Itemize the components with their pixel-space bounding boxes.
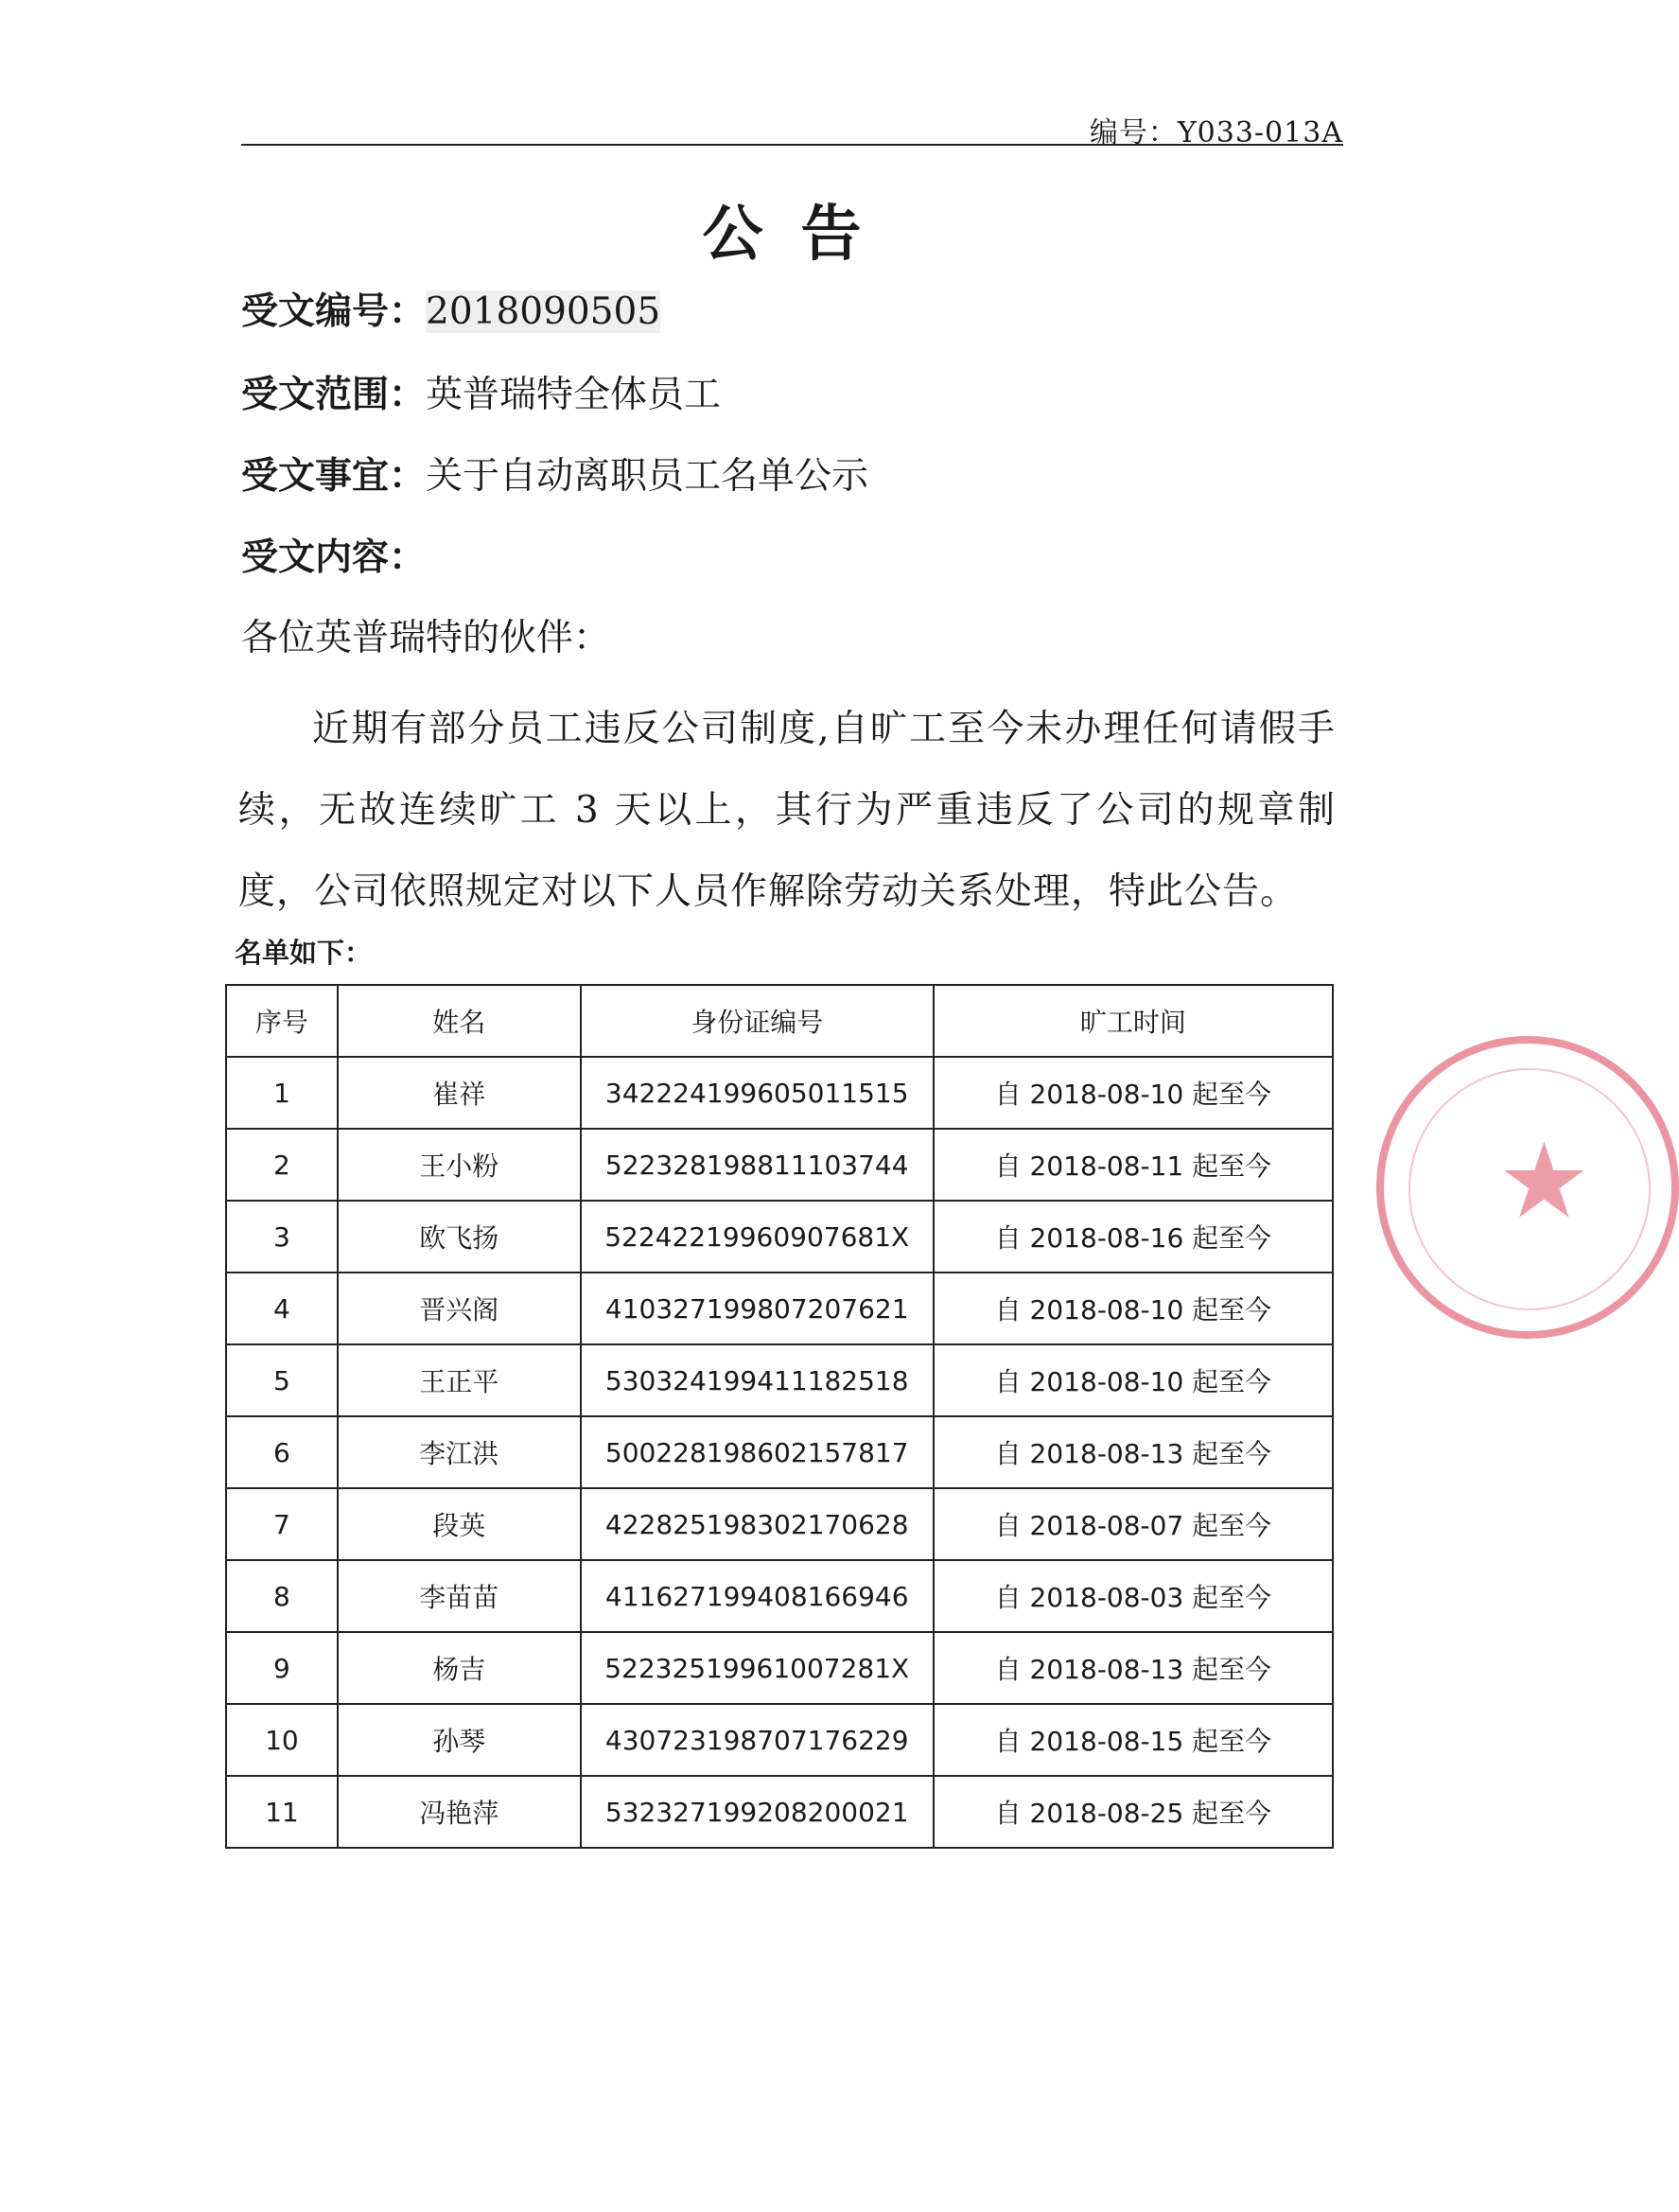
table-row <box>226 1488 1333 1560</box>
cell-index: 10 <box>226 1704 338 1776</box>
cell-index: 9 <box>226 1632 338 1704</box>
cell-name: 王小粉 <box>338 1129 581 1201</box>
list-heading: 名单如下： <box>235 937 373 969</box>
cell-id-number: 500228198602157817 <box>581 1416 934 1488</box>
cell-index: 8 <box>226 1560 338 1632</box>
field-subject <box>241 447 868 500</box>
header-index: 序号 <box>226 985 338 1057</box>
table-row <box>226 1129 1333 1201</box>
cell-name: 欧飞扬 <box>338 1201 581 1273</box>
field-content-label: 受文内容： <box>241 535 427 579</box>
field-subject-value: 关于自动离职员工名单公示 <box>426 455 869 498</box>
cell-id-number: 411627199408166946 <box>581 1560 934 1632</box>
cell-id-number: 522328198811103744 <box>581 1129 934 1201</box>
cell-index: 6 <box>226 1416 338 1488</box>
table-row <box>226 1632 1333 1704</box>
field-scope <box>241 365 721 418</box>
cell-absence-time: 自 2018-08-10 起至今 <box>934 1057 1333 1129</box>
star-icon: ★ <box>1497 1120 1591 1241</box>
cell-index: 4 <box>226 1273 338 1344</box>
cell-name: 李江洪 <box>338 1416 581 1488</box>
table-row <box>226 1704 1333 1776</box>
page-title: 公告 <box>702 199 900 270</box>
table-row <box>226 1416 1333 1488</box>
cell-index: 1 <box>226 1057 338 1129</box>
cell-id-number: 410327199807207621 <box>581 1273 934 1344</box>
table-row <box>226 1057 1333 1129</box>
document-number: 编号：Y033-013A <box>1089 116 1343 149</box>
cell-absence-time: 自 2018-08-10 起至今 <box>934 1344 1333 1416</box>
table-row <box>226 1560 1333 1632</box>
cell-id-number: 52232519961007281X <box>581 1632 934 1704</box>
cell-name: 孙琴 <box>338 1704 581 1776</box>
cell-absence-time: 自 2018-08-25 起至今 <box>934 1776 1333 1848</box>
cell-name: 王正平 <box>338 1344 581 1416</box>
cell-absence-time: 自 2018-08-10 起至今 <box>934 1273 1333 1344</box>
cell-index: 5 <box>226 1344 338 1416</box>
dismissal-table <box>225 984 1334 1849</box>
field-doc-id <box>241 282 660 335</box>
field-doc-id-label: 受文编号： <box>241 290 427 333</box>
cell-absence-time: 自 2018-08-13 起至今 <box>934 1632 1333 1704</box>
table-header-row <box>226 985 1333 1057</box>
cell-name: 段英 <box>338 1488 581 1560</box>
company-seal-stamp <box>1376 1036 1679 1339</box>
greeting: 各位英普瑞特的伙伴： <box>241 617 611 659</box>
header-rule <box>241 144 1343 146</box>
field-doc-id-value: 2018090505 <box>426 290 661 333</box>
cell-id-number: 530324199411182518 <box>581 1344 934 1416</box>
table-row <box>226 1273 1333 1344</box>
cell-name: 杨吉 <box>338 1632 581 1704</box>
table-row <box>226 1344 1333 1416</box>
cell-id-number: 422825198302170628 <box>581 1488 934 1560</box>
cell-absence-time: 自 2018-08-15 起至今 <box>934 1704 1333 1776</box>
cell-absence-time: 自 2018-08-13 起至今 <box>934 1416 1333 1488</box>
field-content <box>241 528 426 581</box>
cell-index: 7 <box>226 1488 338 1560</box>
cell-name: 晋兴阁 <box>338 1273 581 1344</box>
header-absence-time: 旷工时间 <box>934 985 1333 1057</box>
cell-absence-time: 自 2018-08-03 起至今 <box>934 1560 1333 1632</box>
field-subject-label: 受文事宜： <box>241 454 427 498</box>
table-row <box>226 1776 1333 1848</box>
cell-name: 冯艳萍 <box>338 1776 581 1848</box>
header-name: 姓名 <box>338 985 581 1057</box>
cell-index: 2 <box>226 1129 338 1201</box>
table-body <box>226 1057 1333 1848</box>
cell-name: 李苗苗 <box>338 1560 581 1632</box>
cell-name: 崔祥 <box>338 1057 581 1129</box>
announcement-body: 近期有部分员工违反公司制度,自旷工至今未办理任何请假手续，无故连续旷工 3 天以上，其行为严重违反了公司的规章制度，公司依照规定对以下人员作解除劳动关系处理，特此公告。 <box>238 708 1336 913</box>
table-row <box>226 1201 1333 1273</box>
cell-id-number: 430723198707176229 <box>581 1704 934 1776</box>
cell-id-number: 532327199208200021 <box>581 1776 934 1848</box>
field-scope-value: 英普瑞特全体员工 <box>426 374 722 416</box>
cell-index: 11 <box>226 1776 338 1848</box>
cell-id-number: 52242219960907681X <box>581 1201 934 1273</box>
field-scope-label: 受文范围： <box>241 373 427 416</box>
cell-absence-time: 自 2018-08-11 起至今 <box>934 1129 1333 1201</box>
header-id-number: 身份证编号 <box>581 985 934 1057</box>
cell-index: 3 <box>226 1201 338 1273</box>
cell-absence-time: 自 2018-08-16 起至今 <box>934 1201 1333 1273</box>
cell-id-number: 342224199605011515 <box>581 1057 934 1129</box>
cell-absence-time: 自 2018-08-07 起至今 <box>934 1488 1333 1560</box>
